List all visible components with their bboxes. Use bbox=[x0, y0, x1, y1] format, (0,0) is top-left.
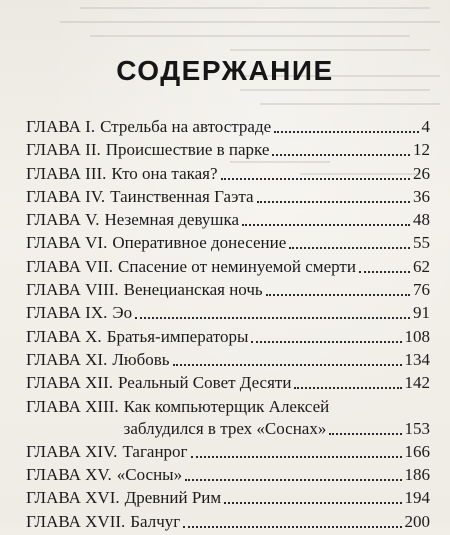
chapter-title-line-1: Как компьютерщик Алексей bbox=[123, 396, 330, 416]
page-number: 200 bbox=[404, 511, 430, 531]
chapter-number: ГЛАВА I. bbox=[26, 117, 96, 136]
toc-entry[interactable] bbox=[26, 350, 430, 370]
chapter-title: Балчуг bbox=[130, 511, 181, 531]
chapter-number: ГЛАВА X. bbox=[26, 326, 102, 346]
toc-entry[interactable] bbox=[26, 303, 430, 323]
dot-leader bbox=[251, 340, 401, 343]
chapter-title: Спасение от неминуемой смерти bbox=[118, 256, 356, 276]
dot-leader bbox=[272, 153, 410, 156]
chapter-title: Оперативное донесение bbox=[112, 233, 287, 253]
chapter-number: ГЛАВА VI. bbox=[26, 233, 108, 253]
chapter-number: ГЛАВА XIV. bbox=[26, 441, 118, 461]
chapter-number: ГЛАВА XVII. bbox=[26, 511, 126, 531]
chapter-title: Древний Рим bbox=[124, 488, 222, 508]
dot-leader bbox=[185, 478, 401, 481]
dot-leader bbox=[173, 363, 402, 366]
chapter-number: ГЛАВА IV. bbox=[26, 186, 106, 206]
page-number: 194 bbox=[404, 488, 430, 508]
toc-entry[interactable] bbox=[26, 280, 430, 300]
toc-entry[interactable] bbox=[26, 187, 430, 207]
chapter-title: Таганрог bbox=[122, 441, 188, 461]
toc-entry[interactable] bbox=[26, 327, 430, 347]
chapter-title: Неземная девушка bbox=[104, 210, 240, 230]
toc-entry[interactable] bbox=[26, 373, 430, 393]
dot-leader bbox=[183, 525, 401, 528]
dot-leader bbox=[329, 432, 401, 435]
chapter-number: ГЛАВА XV. bbox=[26, 465, 112, 485]
page-number: 36 bbox=[413, 186, 430, 206]
dot-leader bbox=[359, 270, 410, 273]
toc-entry[interactable] bbox=[26, 257, 430, 277]
dot-leader bbox=[274, 130, 418, 133]
chapter-number: ГЛАВА V. bbox=[26, 210, 100, 230]
toc-entry[interactable] bbox=[26, 233, 430, 253]
toc-entry[interactable] bbox=[26, 488, 430, 508]
dot-leader bbox=[289, 246, 410, 249]
toc-entry[interactable] bbox=[26, 140, 430, 160]
dot-leader bbox=[294, 386, 401, 389]
page-number: 48 bbox=[413, 210, 430, 230]
chapter-title: Венецианская ночь bbox=[123, 280, 263, 300]
toc-entry[interactable] bbox=[26, 442, 430, 462]
page-number: 142 bbox=[404, 373, 430, 393]
chapter-title: Братья-императоры bbox=[106, 326, 249, 346]
chapter-number: ГЛАВА IX. bbox=[26, 303, 108, 323]
page-number: 186 bbox=[404, 465, 430, 485]
toc-entry[interactable] bbox=[26, 210, 430, 230]
toc-entry[interactable] bbox=[26, 117, 430, 137]
chapter-number: ГЛАВА VIII. bbox=[26, 280, 119, 300]
dot-leader bbox=[191, 455, 402, 458]
toc-entry[interactable] bbox=[26, 512, 430, 532]
page-number: 62 bbox=[413, 256, 430, 276]
dot-leader bbox=[224, 501, 401, 504]
chapter-number: ГЛАВА III. bbox=[26, 163, 107, 183]
dot-leader bbox=[221, 177, 410, 180]
toc-entry[interactable] bbox=[26, 465, 430, 485]
chapter-title: Любовь bbox=[112, 349, 170, 369]
toc-entry[interactable] bbox=[26, 164, 430, 184]
page-number: 134 bbox=[404, 349, 430, 369]
page-title: СОДЕРЖАНИЕ bbox=[116, 55, 334, 86]
chapter-title: Эо bbox=[112, 303, 133, 323]
chapter-title: Реальный Совет Десяти bbox=[118, 373, 292, 393]
page-number: 91 bbox=[413, 303, 430, 323]
chapter-number: ГЛАВА II. bbox=[26, 140, 101, 160]
dot-leader bbox=[266, 293, 410, 296]
chapter-number: ГЛАВА VII. bbox=[26, 256, 114, 276]
page-number: 4 bbox=[421, 117, 430, 136]
chapter-number: ГЛАВА XII. bbox=[26, 373, 114, 393]
page-number: 55 bbox=[413, 233, 430, 253]
chapter-title: Таинственная Гаэта bbox=[110, 186, 254, 206]
chapter-number: ГЛАВА XIII. bbox=[26, 396, 119, 416]
table-of-contents bbox=[26, 117, 430, 535]
page-number: 12 bbox=[413, 140, 430, 160]
chapter-title-multiline bbox=[124, 397, 430, 439]
dot-leader bbox=[242, 223, 410, 226]
page-number: 108 bbox=[404, 326, 430, 346]
dot-leader bbox=[257, 200, 410, 203]
chapter-title: Стрельба на автостраде bbox=[100, 117, 272, 136]
chapter-number: ГЛАВА XI. bbox=[26, 349, 108, 369]
page-number: 26 bbox=[413, 163, 430, 183]
chapter-title: Происшествие в парке bbox=[105, 140, 270, 160]
toc-entry[interactable] bbox=[26, 397, 430, 439]
chapter-title-line-2: заблудился в трех «Соснах» bbox=[123, 418, 327, 438]
chapter-number: ГЛАВА XVI. bbox=[26, 488, 120, 508]
chapter-title: «Сосны» bbox=[116, 465, 183, 485]
chapter-title-row-2 bbox=[124, 419, 430, 439]
chapter-title: Кто она такая? bbox=[111, 163, 218, 183]
page-number: 166 bbox=[404, 441, 430, 461]
page-number: 153 bbox=[404, 418, 430, 438]
page-number: 76 bbox=[413, 280, 430, 300]
dot-leader bbox=[135, 316, 410, 319]
